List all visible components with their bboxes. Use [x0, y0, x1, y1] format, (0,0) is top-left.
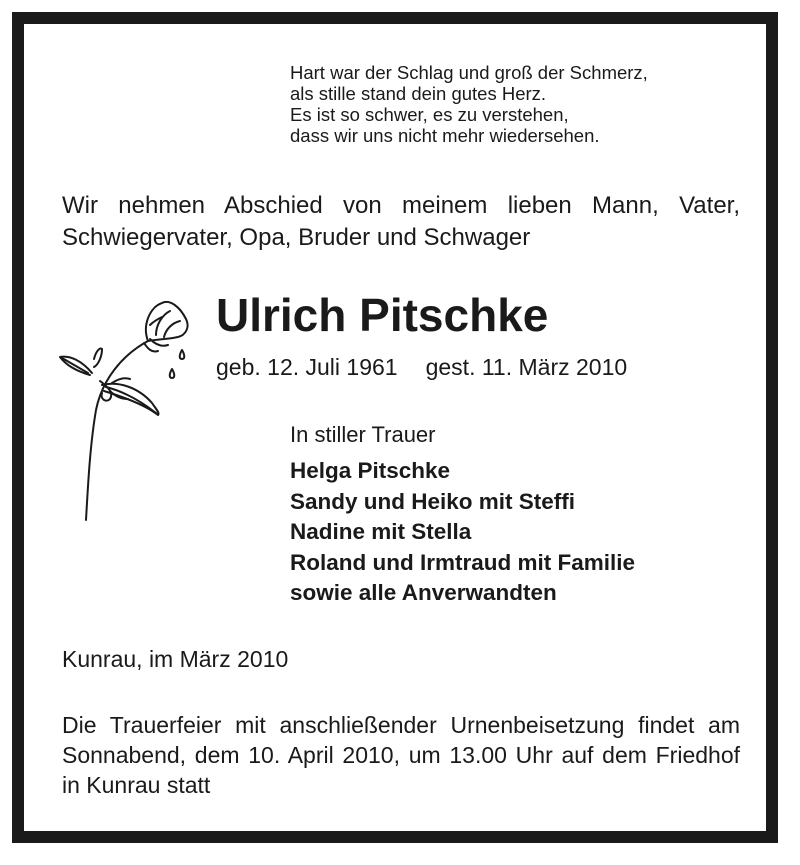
mourners-list: [290, 456, 635, 609]
poem-line: Hart war der Schlag und groß der Schmerz,: [290, 62, 648, 83]
poem: [290, 62, 648, 146]
life-dates: [216, 352, 627, 382]
mourner: Helga Pitschke: [290, 458, 451, 483]
death-date: gest. 11. März 2010: [425, 354, 628, 380]
mourner: Nadine mit Stella: [290, 519, 472, 544]
rose-icon: [52, 295, 202, 530]
birth-date: geb. 12. Juli 1961: [216, 354, 398, 380]
mourner: Roland und Irmtraud mit Familie: [290, 549, 636, 575]
deceased-name: Ulrich Pitschke: [216, 289, 549, 341]
mourner: sowie alle Anverwandten: [290, 580, 557, 605]
mourning-label: In stiller Trauer: [290, 422, 436, 447]
poem-line: dass wir uns nicht mehr wiedersehen.: [290, 125, 600, 146]
poem-line: als stille stand dein gutes Herz.: [290, 83, 547, 104]
poem-line: Es ist so schwer, es zu verstehen,: [290, 104, 569, 125]
place-date: Kunrau, im März 2010: [62, 646, 289, 672]
farewell-intro: Wir nehmen Abschied von meinem lieben Mann, Vater, Schwiegervater, Opa, Bruder und Schwager: [62, 192, 740, 251]
mourner: Sandy und Heiko mit Steffi: [290, 488, 576, 514]
funeral-notice: Die Trauerfeier mit anschließender Urnenbeisetzung findet am Sonnabend, dem 10. April 2010, um 13.00 Uhr auf dem Friedhof in Kunrau statt: [62, 712, 740, 798]
